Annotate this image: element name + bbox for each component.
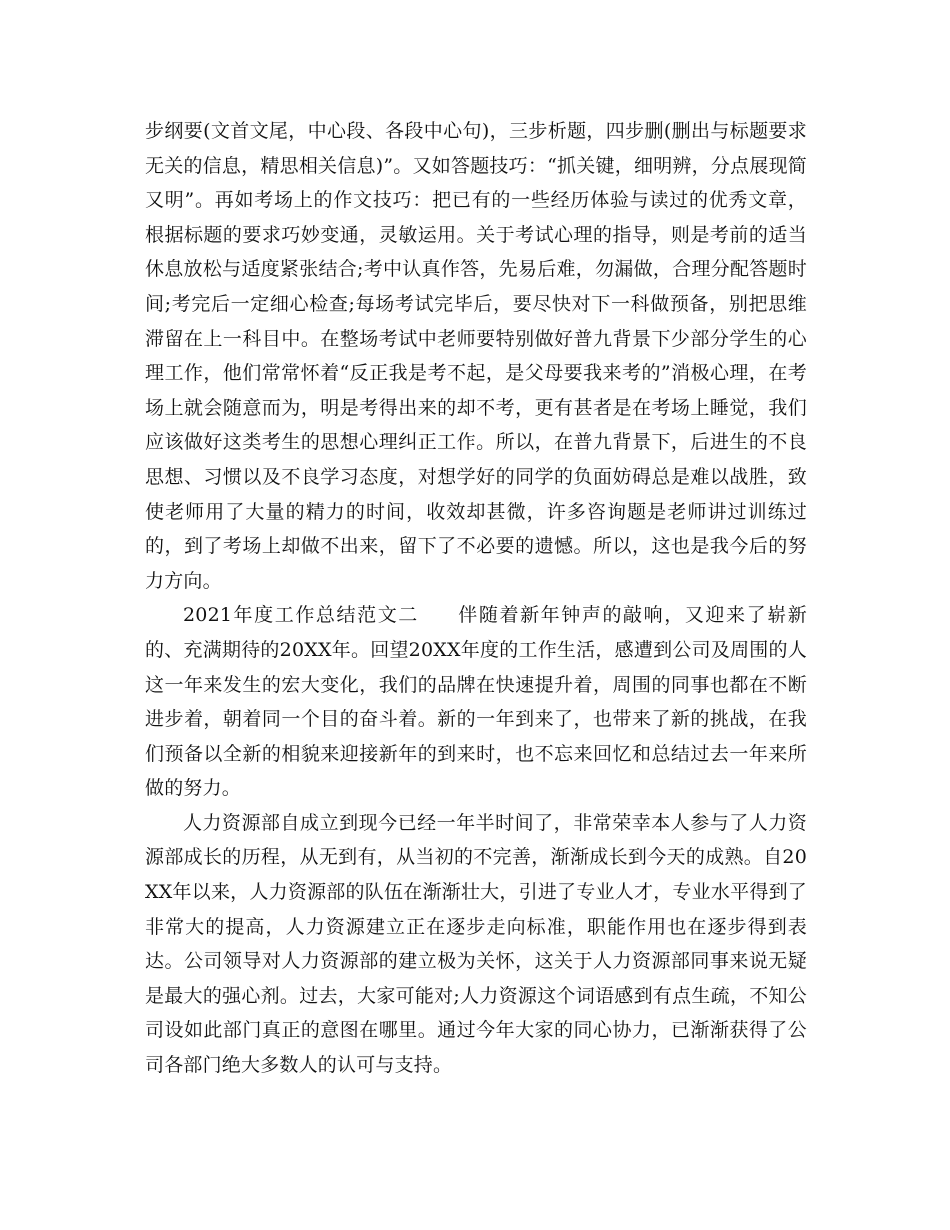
section-text: 伴随着新年钟声的敲响，又迎来了崭新的、充满期待的20XX年。回望20XX年度的工作生活，感遭到公司及周围的人这一年来发生的宏大变化，我们的品牌在快速提升着，周围的同事也都在不断进步着，朝着同一个目的奋斗着。新的一年到来了，也带来了新的挑战，在我们预备以全新的相貌来迎接新年的到来时，也不忘来回忆和总结过去一年来所做的努力。	[145, 604, 807, 800]
paragraph-exam-guidance: 步纲要(文首文尾，中心段、各段中心句)，三步析题，四步删(删出与标题要求无关的信息，精思相关信息)”。又如答题技巧：“抓关键，细明辨，分点展现简又明”。再如考场上的作文技巧：把已有的一些经历体验与读过的优秀文章，根据标题的要求巧妙变通，灵敏运用。关于考试心理的指导，则是考前的适当休息放松与适度紧张结合;考中认真作答，先易后难，勿漏做，合理分配答题时间;考完后一定细心检查;每场考试完毕后，要尽快对下一科做预备，别把思维滞留在上一科目中。在整场考试中老师要特别做好普九背景下少部分学生的心理工作，他们常常怀着“反正我是考不起，是父母要我来考的”消极心理，在考场上就会随意而为，明是考得出来的却不考，更有甚者是在考场上睡觉，我们应该做好这类考生的思想心理纠正工作。所以，在普九背景下，后进生的不良思想、习惯以及不良学习态度，对想学好的同学的负面妨碍总是难以战胜，致使老师用了大量的精力的时间，收效却甚微，许多咨询题是老师讲过训练过的，到了考场上却做不出来，留下了不必要的遗憾。所以，这也是我今后的努力方向。	[145, 120, 807, 592]
document-body	[145, 114, 807, 1083]
paragraph-summary-two	[145, 598, 807, 806]
paragraph-hr-department: 人力资源部自成立到现今已经一年半时间了，非常荣幸本人参与了人力资源部成长的历程，从无到有，从当初的不完善，渐渐成长到今天的成熟。自20XX年以来，人力资源部的队伍在渐渐壮大，引进了专业人才，专业水平得到了非常大的提高，人力资源建立正在逐步走向标准，职能作用也在逐步得到表达。公司领导对人力资源部的建立极为关怀，这关于人力资源部同事来说无疑是最大的强心剂。过去，大家可能对;人力资源这个词语感到有点生疏，不知公司设如此部门真正的意图在哪里。通过今年大家的同心协力，已渐渐获得了公司各部门绝大多数人的认可与支持。	[145, 811, 807, 1077]
section-heading: 2021年度工作总结范文二	[183, 604, 419, 627]
